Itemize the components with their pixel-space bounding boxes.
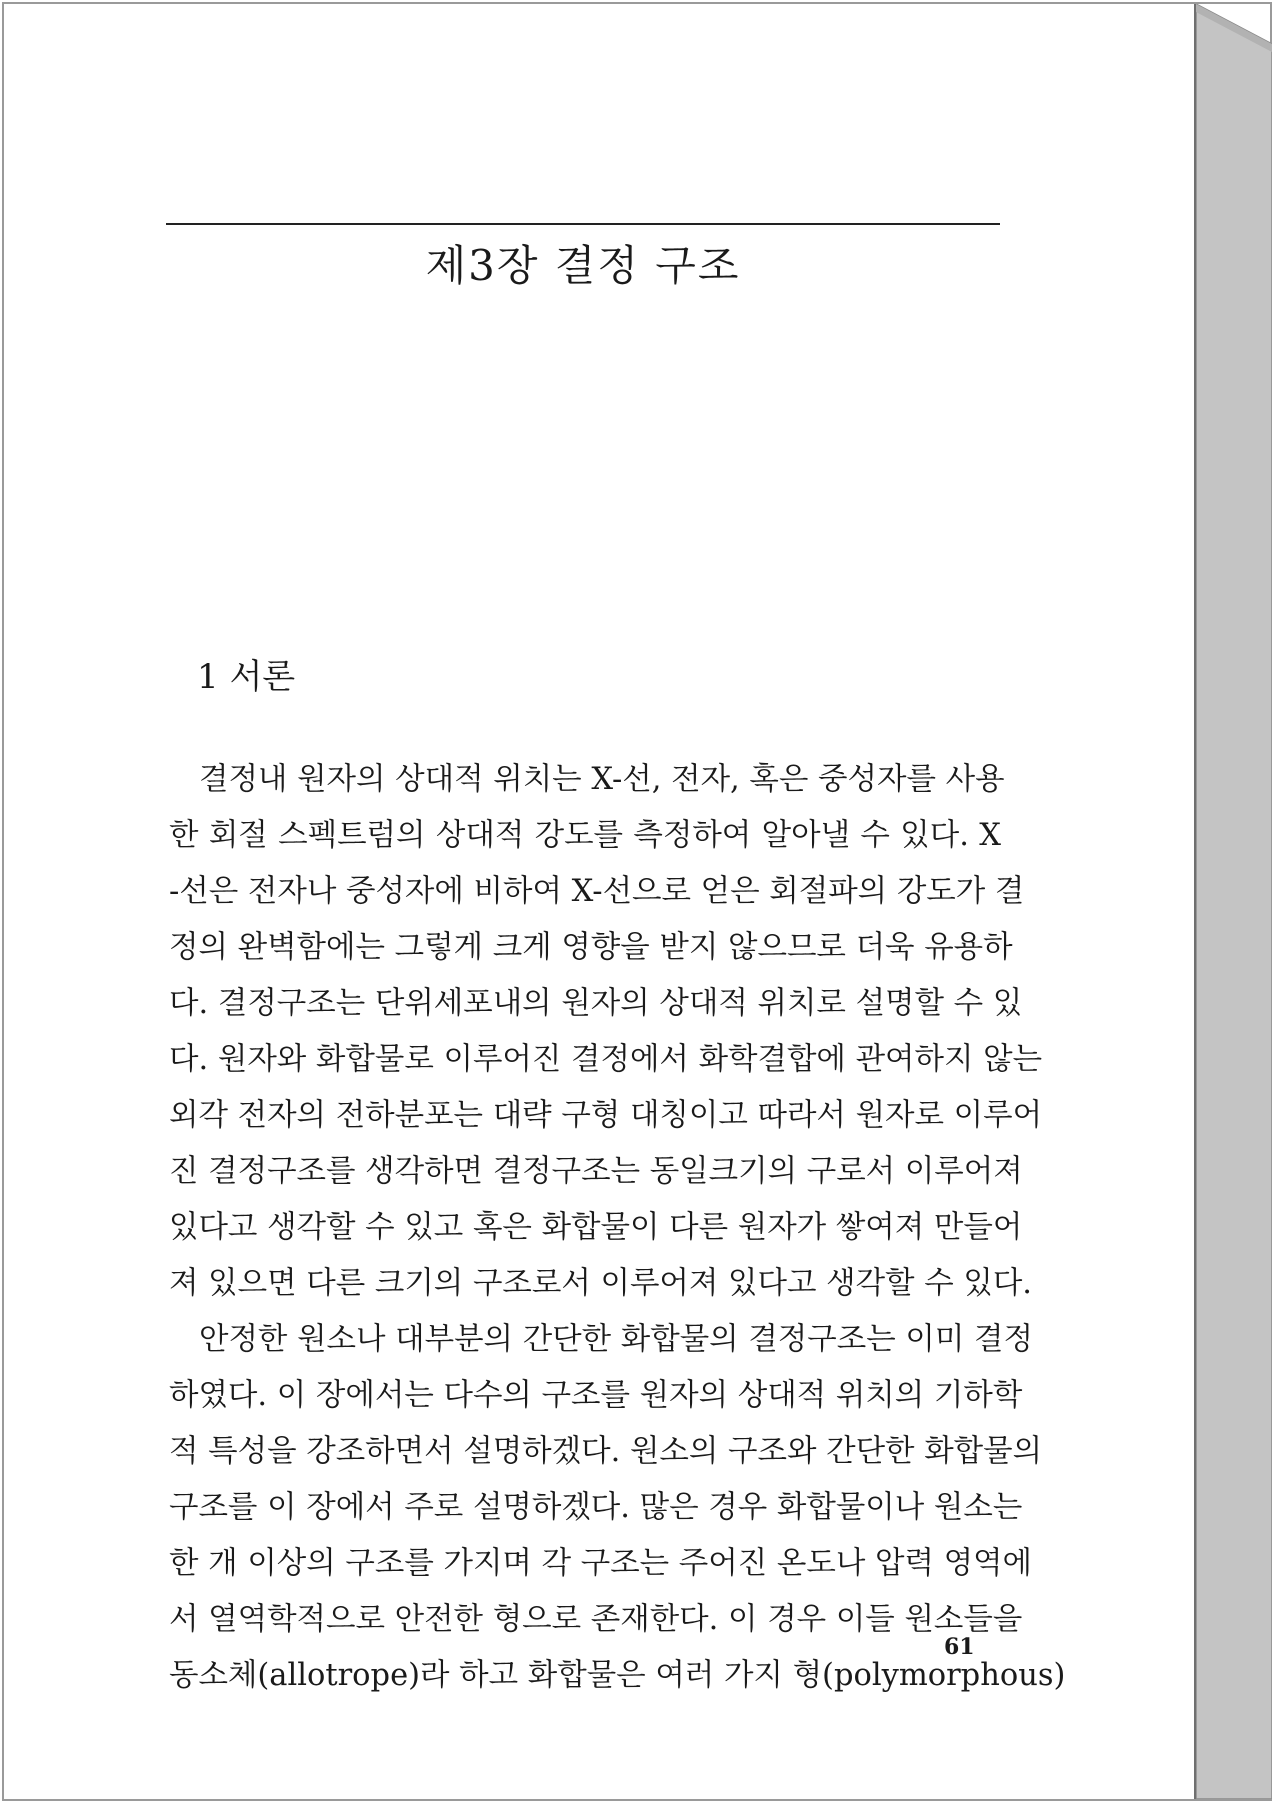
- text-line: 한 개 이상의 구조를 가지며 각 구조는 주어진 온도나 압력 영역에: [169, 1546, 1032, 1581]
- text-line: 한 회절 스펙트럼의 상대적 강도를 측정하여 알아낼 수 있다. X: [169, 818, 1001, 853]
- text-line: -선은 전자나 중성자에 비하여 X-선으로 얻은 회절파의 강도가 결: [169, 874, 1025, 909]
- section-heading: 1 서론: [197, 657, 296, 697]
- text-line: 다. 원자와 화합물로 이루어진 결정에서 화학결합에 관여하지 않는: [169, 1042, 1043, 1077]
- text-line: 정의 완벽함에는 그렇게 크게 영향을 받지 않으므로 더욱 유용하: [169, 930, 1013, 965]
- text-line: 구조를 이 장에서 주로 설명하겠다. 많은 경우 화합물이나 원소는: [169, 1490, 1023, 1525]
- text-line: 결정내 원자의 상대적 위치는 X-선, 전자, 혹은 중성자를 사용: [199, 762, 1005, 797]
- text-line: 있다고 생각할 수 있고 혹은 화합물이 다른 원자가 쌓여져 만들어: [169, 1210, 1023, 1245]
- chapter-rule: [166, 223, 1000, 225]
- book-page: [4, 4, 1196, 1799]
- text-line: 적 특성을 강조하면서 설명하겠다. 원소의 구조와 간단한 화합물의: [169, 1434, 1043, 1469]
- paragraph-2: [169, 1312, 1066, 1704]
- text-line: 진 결정구조를 생각하면 결정구조는 동일크기의 구로서 이루어져: [169, 1154, 1023, 1189]
- text-line: 하였다. 이 장에서는 다수의 구조를 원자의 상대적 위치의 기하학: [169, 1378, 1023, 1413]
- chapter-title: 제3장 결정 구조: [425, 241, 741, 290]
- paragraph-1: [169, 752, 1043, 1312]
- text-line: 외각 전자의 전하분포는 대략 구형 대칭이고 따라서 원자로 이루어: [169, 1098, 1043, 1133]
- text-line: 다. 결정구조는 단위세포내의 원자의 상대적 위치로 설명할 수 있: [169, 986, 1023, 1021]
- page-number: 61: [944, 1634, 975, 1660]
- text-line: 동소체(allotrope)라 하고 화합물은 여러 가지 형(polymorphous): [169, 1658, 1066, 1693]
- body-text: [169, 752, 1066, 1704]
- book-side-edge: [1196, 4, 1272, 1799]
- text-line: 안정한 원소나 대부분의 간단한 화합물의 결정구조는 이미 결정: [199, 1322, 1033, 1357]
- text-line: 서 열역학적으로 안전한 형으로 존재한다. 이 경우 이들 원소들을: [169, 1602, 1023, 1637]
- text-line: 져 있으면 다른 크기의 구조로서 이루어져 있다고 생각할 수 있다.: [169, 1266, 1032, 1301]
